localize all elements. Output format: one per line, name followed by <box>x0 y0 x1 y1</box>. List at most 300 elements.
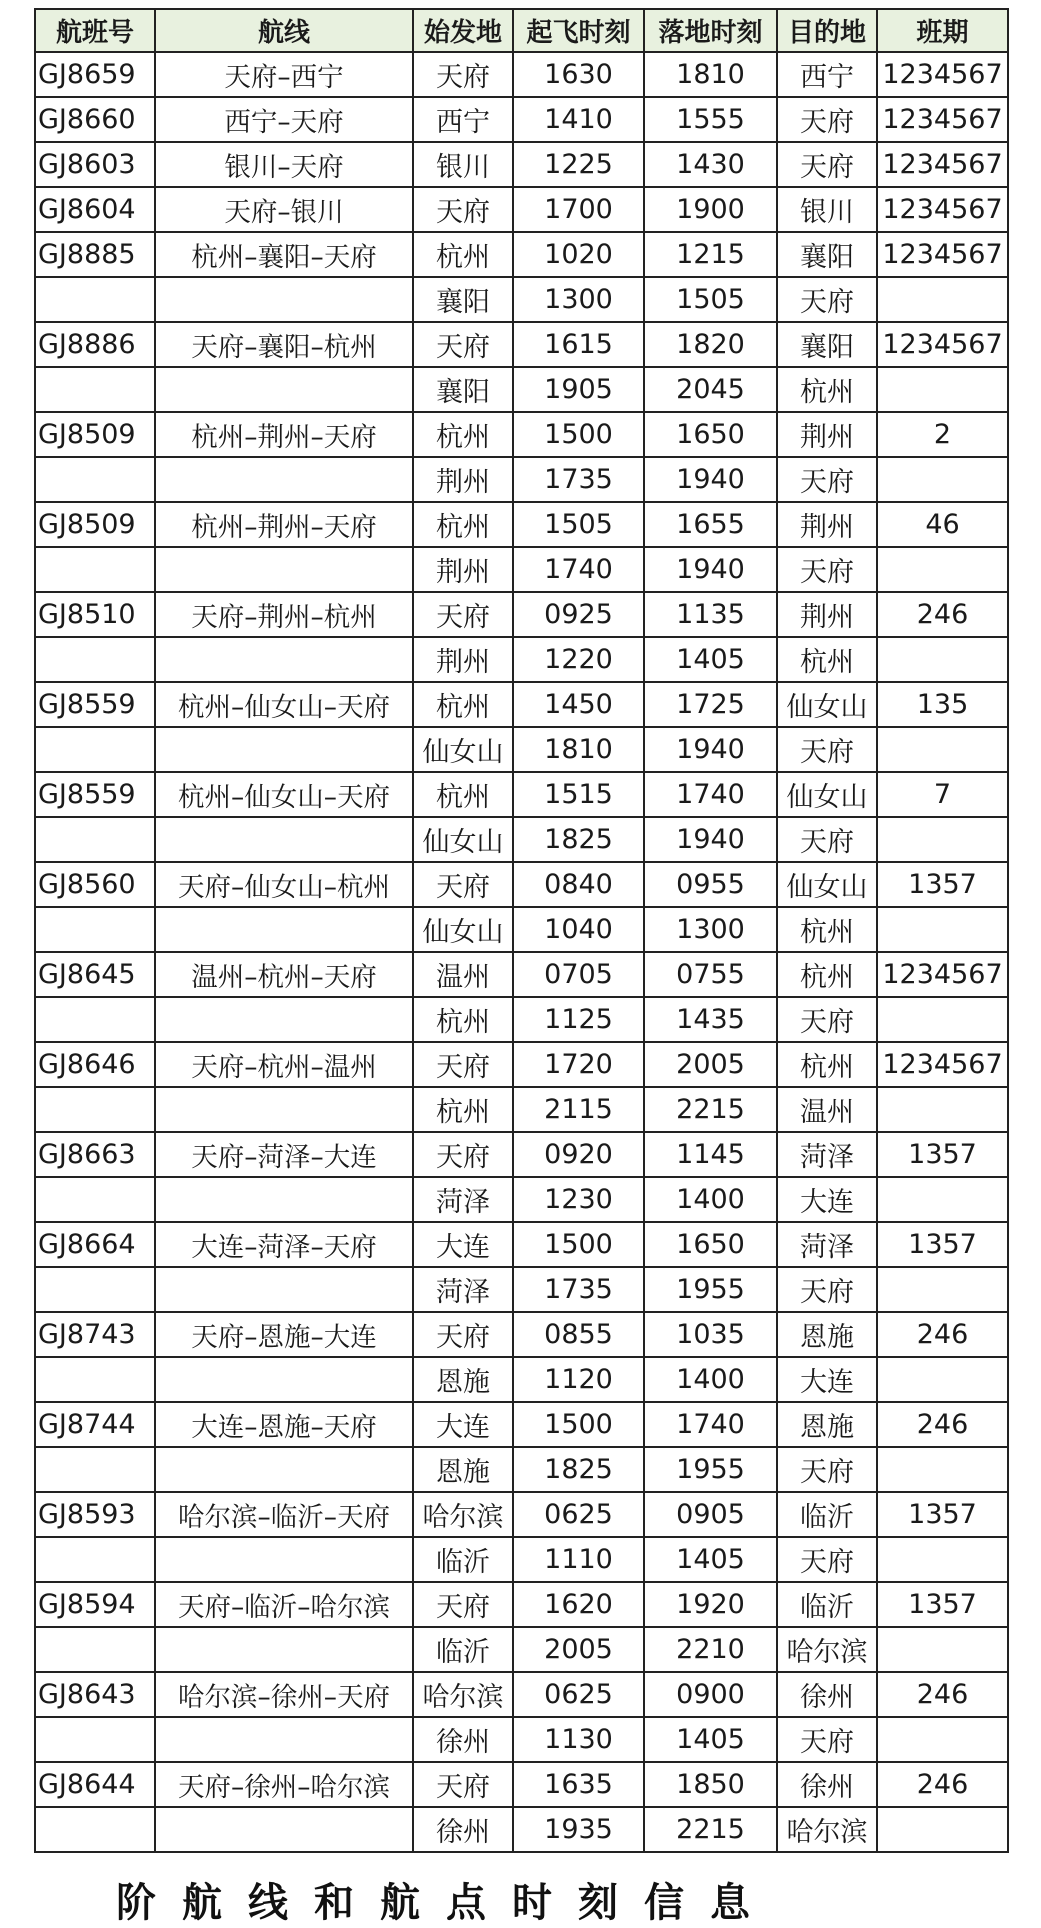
flight-number-cell: GJ8644 <box>35 1762 155 1807</box>
destination-cell: 襄阳 <box>777 322 877 367</box>
destination-cell: 大连 <box>777 1177 877 1222</box>
departure-time-cell: 1735 <box>513 1267 644 1312</box>
table-row <box>35 907 1008 952</box>
schedule-days-cell: 1234567 <box>877 142 1008 187</box>
route-cell: 大连–恩施–天府 <box>155 1402 413 1447</box>
departure-time-cell: 1120 <box>513 1357 644 1402</box>
departure-time-cell: 1125 <box>513 997 644 1042</box>
route-cell <box>155 367 413 412</box>
destination-cell: 大连 <box>777 1357 877 1402</box>
arrival-time-cell: 1955 <box>644 1267 777 1312</box>
table-row <box>35 1807 1008 1852</box>
departure-time-cell: 1505 <box>513 502 644 547</box>
origin-cell: 临沂 <box>413 1537 513 1582</box>
departure-time-cell: 1615 <box>513 322 644 367</box>
route-cell <box>155 1717 413 1762</box>
flight-number-cell: GJ8509 <box>35 412 155 457</box>
departure-time-cell: 1810 <box>513 727 644 772</box>
schedule-days-cell <box>877 907 1008 952</box>
flight-number-cell: GJ8664 <box>35 1222 155 1267</box>
origin-cell: 临沂 <box>413 1627 513 1672</box>
arrival-time-cell: 1505 <box>644 277 777 322</box>
departure-time-cell: 2005 <box>513 1627 644 1672</box>
destination-cell: 天府 <box>777 277 877 322</box>
table-row <box>35 187 1008 232</box>
route-cell: 哈尔滨–临沂–天府 <box>155 1492 413 1537</box>
origin-cell: 天府 <box>413 1312 513 1357</box>
schedule-days-cell <box>877 1177 1008 1222</box>
route-cell <box>155 1357 413 1402</box>
destination-cell: 恩施 <box>777 1402 877 1447</box>
schedule-days-cell: 1234567 <box>877 187 1008 232</box>
route-cell <box>155 1807 413 1852</box>
destination-cell: 杭州 <box>777 907 877 952</box>
route-cell <box>155 637 413 682</box>
schedule-days-cell: 1234567 <box>877 97 1008 142</box>
departure-time-cell: 1720 <box>513 1042 644 1087</box>
departure-time-cell: 1300 <box>513 277 644 322</box>
flight-number-cell <box>35 997 155 1042</box>
origin-cell: 仙女山 <box>413 907 513 952</box>
flight-number-cell <box>35 1357 155 1402</box>
destination-cell: 仙女山 <box>777 772 877 817</box>
route-cell <box>155 457 413 502</box>
header-arrival-time: 落地时刻 <box>644 9 777 52</box>
departure-time-cell: 1825 <box>513 817 644 862</box>
flight-number-cell: GJ8560 <box>35 862 155 907</box>
schedule-days-cell: 1357 <box>877 1132 1008 1177</box>
origin-cell: 杭州 <box>413 232 513 277</box>
route-cell: 杭州–仙女山–天府 <box>155 682 413 727</box>
origin-cell: 杭州 <box>413 1087 513 1132</box>
destination-cell: 杭州 <box>777 1042 877 1087</box>
schedule-days-cell <box>877 997 1008 1042</box>
arrival-time-cell: 2045 <box>644 367 777 412</box>
table-row <box>35 547 1008 592</box>
footer-text: 阶航线和航点时刻信息 <box>116 1880 776 1926</box>
route-cell <box>155 907 413 952</box>
destination-cell: 徐州 <box>777 1762 877 1807</box>
destination-cell: 杭州 <box>777 637 877 682</box>
table-row <box>35 1312 1008 1357</box>
schedule-days-cell: 46 <box>877 502 1008 547</box>
table-row <box>35 637 1008 682</box>
arrival-time-cell: 1405 <box>644 1717 777 1762</box>
route-cell: 天府–徐州–哈尔滨 <box>155 1762 413 1807</box>
table-row <box>35 997 1008 1042</box>
schedule-days-cell <box>877 1537 1008 1582</box>
destination-cell: 哈尔滨 <box>777 1627 877 1672</box>
route-cell <box>155 727 413 772</box>
schedule-days-cell <box>877 277 1008 322</box>
origin-cell: 天府 <box>413 1132 513 1177</box>
destination-cell: 天府 <box>777 457 877 502</box>
flight-number-cell <box>35 1447 155 1492</box>
destination-cell: 天府 <box>777 1267 877 1312</box>
route-cell <box>155 1447 413 1492</box>
destination-cell: 荆州 <box>777 412 877 457</box>
table-row <box>35 727 1008 772</box>
departure-time-cell: 1515 <box>513 772 644 817</box>
table-row <box>35 367 1008 412</box>
table-row <box>35 772 1008 817</box>
route-cell: 杭州–荆州–天府 <box>155 502 413 547</box>
flight-number-cell <box>35 1717 155 1762</box>
destination-cell: 天府 <box>777 142 877 187</box>
table-row <box>35 1042 1008 1087</box>
origin-cell: 襄阳 <box>413 277 513 322</box>
table-row <box>35 1177 1008 1222</box>
table-row <box>35 862 1008 907</box>
origin-cell: 哈尔滨 <box>413 1492 513 1537</box>
arrival-time-cell: 1900 <box>644 187 777 232</box>
schedule-days-cell <box>877 457 1008 502</box>
arrival-time-cell: 2215 <box>644 1807 777 1852</box>
arrival-time-cell: 1430 <box>644 142 777 187</box>
flight-number-cell <box>35 907 155 952</box>
route-cell <box>155 277 413 322</box>
arrival-time-cell: 1940 <box>644 817 777 862</box>
origin-cell: 哈尔滨 <box>413 1672 513 1717</box>
arrival-time-cell: 1400 <box>644 1177 777 1222</box>
destination-cell: 天府 <box>777 817 877 862</box>
origin-cell: 荆州 <box>413 637 513 682</box>
departure-time-cell: 1130 <box>513 1717 644 1762</box>
origin-cell: 天府 <box>413 1042 513 1087</box>
schedule-days-cell <box>877 1267 1008 1312</box>
origin-cell: 天府 <box>413 1762 513 1807</box>
route-cell: 天府–仙女山–杭州 <box>155 862 413 907</box>
destination-cell: 天府 <box>777 727 877 772</box>
origin-cell: 菏泽 <box>413 1267 513 1312</box>
origin-cell: 荆州 <box>413 547 513 592</box>
departure-time-cell: 1620 <box>513 1582 644 1627</box>
schedule-days-cell <box>877 817 1008 862</box>
table-row <box>35 322 1008 367</box>
origin-cell: 仙女山 <box>413 727 513 772</box>
destination-cell: 温州 <box>777 1087 877 1132</box>
schedule-days-cell: 1234567 <box>877 232 1008 277</box>
flight-number-cell <box>35 367 155 412</box>
schedule-days-cell <box>877 1447 1008 1492</box>
arrival-time-cell: 0755 <box>644 952 777 997</box>
arrival-time-cell: 1940 <box>644 547 777 592</box>
header-destination: 目的地 <box>777 9 877 52</box>
flight-number-cell <box>35 277 155 322</box>
schedule-days-cell <box>877 727 1008 772</box>
departure-time-cell: 0925 <box>513 592 644 637</box>
table-row <box>35 97 1008 142</box>
origin-cell: 徐州 <box>413 1717 513 1762</box>
header-origin: 始发地 <box>413 9 513 52</box>
schedule-days-cell: 246 <box>877 592 1008 637</box>
destination-cell: 银川 <box>777 187 877 232</box>
header-departure-time: 起飞时刻 <box>513 9 644 52</box>
departure-time-cell: 1500 <box>513 412 644 457</box>
flight-number-cell <box>35 547 155 592</box>
table-row <box>35 1627 1008 1672</box>
route-cell: 天府–临沂–哈尔滨 <box>155 1582 413 1627</box>
departure-time-cell: 0705 <box>513 952 644 997</box>
origin-cell: 天府 <box>413 862 513 907</box>
departure-time-cell: 1630 <box>513 52 644 97</box>
route-cell: 杭州–仙女山–天府 <box>155 772 413 817</box>
departure-time-cell: 1740 <box>513 547 644 592</box>
table-row <box>35 1087 1008 1132</box>
route-cell: 大连–菏泽–天府 <box>155 1222 413 1267</box>
destination-cell: 临沂 <box>777 1492 877 1537</box>
route-cell: 天府–菏泽–大连 <box>155 1132 413 1177</box>
flight-number-cell: GJ8559 <box>35 772 155 817</box>
flight-schedule-table <box>34 8 1009 1853</box>
destination-cell: 杭州 <box>777 952 877 997</box>
origin-cell: 天府 <box>413 592 513 637</box>
origin-cell: 杭州 <box>413 772 513 817</box>
departure-time-cell: 1905 <box>513 367 644 412</box>
header-route: 航线 <box>155 9 413 52</box>
origin-cell: 大连 <box>413 1402 513 1447</box>
table-row <box>35 1447 1008 1492</box>
route-cell: 银川–天府 <box>155 142 413 187</box>
departure-time-cell: 1500 <box>513 1222 644 1267</box>
arrival-time-cell: 1650 <box>644 412 777 457</box>
origin-cell: 恩施 <box>413 1447 513 1492</box>
arrival-time-cell: 1655 <box>644 502 777 547</box>
arrival-time-cell: 1400 <box>644 1357 777 1402</box>
departure-time-cell: 0840 <box>513 862 644 907</box>
schedule-days-cell <box>877 547 1008 592</box>
origin-cell: 襄阳 <box>413 367 513 412</box>
flight-number-cell <box>35 1627 155 1672</box>
table-row <box>35 1267 1008 1312</box>
table-row <box>35 592 1008 637</box>
origin-cell: 温州 <box>413 952 513 997</box>
table-row <box>35 817 1008 862</box>
arrival-time-cell: 1300 <box>644 907 777 952</box>
table-row <box>35 682 1008 727</box>
destination-cell: 菏泽 <box>777 1222 877 1267</box>
arrival-time-cell: 1555 <box>644 97 777 142</box>
destination-cell: 临沂 <box>777 1582 877 1627</box>
departure-time-cell: 1735 <box>513 457 644 502</box>
route-cell <box>155 1177 413 1222</box>
schedule-days-cell <box>877 367 1008 412</box>
schedule-days-cell <box>877 637 1008 682</box>
flight-number-cell: GJ8885 <box>35 232 155 277</box>
departure-time-cell: 1450 <box>513 682 644 727</box>
destination-cell: 天府 <box>777 547 877 592</box>
origin-cell: 杭州 <box>413 412 513 457</box>
arrival-time-cell: 1740 <box>644 772 777 817</box>
departure-time-cell: 0625 <box>513 1672 644 1717</box>
route-cell: 天府–恩施–大连 <box>155 1312 413 1357</box>
origin-cell: 天府 <box>413 322 513 367</box>
schedule-days-cell: 1357 <box>877 1222 1008 1267</box>
route-cell: 温州–杭州–天府 <box>155 952 413 997</box>
route-cell <box>155 547 413 592</box>
schedule-days-cell: 135 <box>877 682 1008 727</box>
flight-number-cell: GJ8744 <box>35 1402 155 1447</box>
schedule-days-cell: 1234567 <box>877 52 1008 97</box>
arrival-time-cell: 0905 <box>644 1492 777 1537</box>
flight-number-cell: GJ8646 <box>35 1042 155 1087</box>
table-row <box>35 277 1008 322</box>
flight-number-cell: GJ8509 <box>35 502 155 547</box>
flight-number-cell <box>35 1087 155 1132</box>
departure-time-cell: 1020 <box>513 232 644 277</box>
flight-number-cell: GJ8886 <box>35 322 155 367</box>
departure-time-cell: 2115 <box>513 1087 644 1132</box>
destination-cell: 天府 <box>777 997 877 1042</box>
flight-number-cell <box>35 727 155 772</box>
departure-time-cell: 1700 <box>513 187 644 232</box>
flight-number-cell: GJ8594 <box>35 1582 155 1627</box>
arrival-time-cell: 1820 <box>644 322 777 367</box>
table-row <box>35 1717 1008 1762</box>
table-row <box>35 952 1008 997</box>
schedule-days-cell: 246 <box>877 1402 1008 1447</box>
departure-time-cell: 0920 <box>513 1132 644 1177</box>
flight-number-cell <box>35 1267 155 1312</box>
schedule-days-cell: 1357 <box>877 1582 1008 1627</box>
table-row <box>35 1582 1008 1627</box>
table-header <box>35 9 1008 52</box>
route-cell: 天府–荆州–杭州 <box>155 592 413 637</box>
flight-number-cell: GJ8559 <box>35 682 155 727</box>
route-cell: 哈尔滨–徐州–天府 <box>155 1672 413 1717</box>
header-row <box>35 9 1008 52</box>
origin-cell: 天府 <box>413 187 513 232</box>
flight-number-cell: GJ8604 <box>35 187 155 232</box>
route-cell: 天府–杭州–温州 <box>155 1042 413 1087</box>
origin-cell: 大连 <box>413 1222 513 1267</box>
destination-cell: 恩施 <box>777 1312 877 1357</box>
arrival-time-cell: 1035 <box>644 1312 777 1357</box>
destination-cell: 西宁 <box>777 52 877 97</box>
schedule-days-cell: 1234567 <box>877 952 1008 997</box>
table-row <box>35 1492 1008 1537</box>
flight-number-cell: GJ8660 <box>35 97 155 142</box>
flight-number-cell: GJ8663 <box>35 1132 155 1177</box>
footer-text-fragment <box>0 1876 1041 1926</box>
arrival-time-cell: 1215 <box>644 232 777 277</box>
table-row <box>35 1672 1008 1717</box>
flight-number-cell: GJ8603 <box>35 142 155 187</box>
flight-number-cell <box>35 637 155 682</box>
schedule-days-cell: 7 <box>877 772 1008 817</box>
route-cell <box>155 1537 413 1582</box>
origin-cell: 徐州 <box>413 1807 513 1852</box>
destination-cell: 荆州 <box>777 502 877 547</box>
table-row <box>35 502 1008 547</box>
arrival-time-cell: 1405 <box>644 637 777 682</box>
departure-time-cell: 1935 <box>513 1807 644 1852</box>
destination-cell: 天府 <box>777 1717 877 1762</box>
departure-time-cell: 1635 <box>513 1762 644 1807</box>
route-cell: 天府–银川 <box>155 187 413 232</box>
schedule-days-cell: 246 <box>877 1312 1008 1357</box>
arrival-time-cell: 2005 <box>644 1042 777 1087</box>
destination-cell: 菏泽 <box>777 1132 877 1177</box>
departure-time-cell: 1230 <box>513 1177 644 1222</box>
arrival-time-cell: 1145 <box>644 1132 777 1177</box>
schedule-days-cell: 246 <box>877 1672 1008 1717</box>
flight-number-cell: GJ8659 <box>35 52 155 97</box>
schedule-days-cell: 2 <box>877 412 1008 457</box>
table-row <box>35 232 1008 277</box>
origin-cell: 恩施 <box>413 1357 513 1402</box>
arrival-time-cell: 1740 <box>644 1402 777 1447</box>
destination-cell: 仙女山 <box>777 862 877 907</box>
origin-cell: 西宁 <box>413 97 513 142</box>
destination-cell: 徐州 <box>777 1672 877 1717</box>
table-row <box>35 52 1008 97</box>
departure-time-cell: 1410 <box>513 97 644 142</box>
schedule-days-cell <box>877 1087 1008 1132</box>
departure-time-cell: 1825 <box>513 1447 644 1492</box>
departure-time-cell: 0625 <box>513 1492 644 1537</box>
arrival-time-cell: 1810 <box>644 52 777 97</box>
flight-number-cell: GJ8643 <box>35 1672 155 1717</box>
departure-time-cell: 0855 <box>513 1312 644 1357</box>
departure-time-cell: 1500 <box>513 1402 644 1447</box>
table-row <box>35 142 1008 187</box>
route-cell: 杭州–襄阳–天府 <box>155 232 413 277</box>
arrival-time-cell: 1725 <box>644 682 777 727</box>
flight-number-cell: GJ8593 <box>35 1492 155 1537</box>
destination-cell: 天府 <box>777 1537 877 1582</box>
origin-cell: 仙女山 <box>413 817 513 862</box>
schedule-days-cell: 1357 <box>877 1492 1008 1537</box>
flight-number-cell <box>35 1177 155 1222</box>
flight-number-cell: GJ8645 <box>35 952 155 997</box>
table-row <box>35 1762 1008 1807</box>
table-row <box>35 457 1008 502</box>
origin-cell: 天府 <box>413 52 513 97</box>
arrival-time-cell: 1650 <box>644 1222 777 1267</box>
arrival-time-cell: 1850 <box>644 1762 777 1807</box>
flight-number-cell: GJ8510 <box>35 592 155 637</box>
table-row <box>35 1402 1008 1447</box>
origin-cell: 杭州 <box>413 502 513 547</box>
flight-number-cell <box>35 817 155 862</box>
table-body <box>35 52 1008 1852</box>
schedule-days-cell: 246 <box>877 1762 1008 1807</box>
destination-cell: 襄阳 <box>777 232 877 277</box>
origin-cell: 菏泽 <box>413 1177 513 1222</box>
schedule-days-cell: 1357 <box>877 862 1008 907</box>
destination-cell: 天府 <box>777 1447 877 1492</box>
departure-time-cell: 1110 <box>513 1537 644 1582</box>
arrival-time-cell: 1955 <box>644 1447 777 1492</box>
origin-cell: 杭州 <box>413 997 513 1042</box>
table-row <box>35 412 1008 457</box>
schedule-days-cell: 1234567 <box>877 322 1008 367</box>
route-cell <box>155 1267 413 1312</box>
schedule-days-cell <box>877 1717 1008 1762</box>
arrival-time-cell: 1940 <box>644 457 777 502</box>
table-row <box>35 1222 1008 1267</box>
departure-time-cell: 1220 <box>513 637 644 682</box>
arrival-time-cell: 0955 <box>644 862 777 907</box>
flight-number-cell <box>35 1807 155 1852</box>
schedule-days-cell <box>877 1807 1008 1852</box>
destination-cell: 杭州 <box>777 367 877 412</box>
arrival-time-cell: 1405 <box>644 1537 777 1582</box>
route-cell <box>155 1087 413 1132</box>
origin-cell: 银川 <box>413 142 513 187</box>
arrival-time-cell: 1135 <box>644 592 777 637</box>
